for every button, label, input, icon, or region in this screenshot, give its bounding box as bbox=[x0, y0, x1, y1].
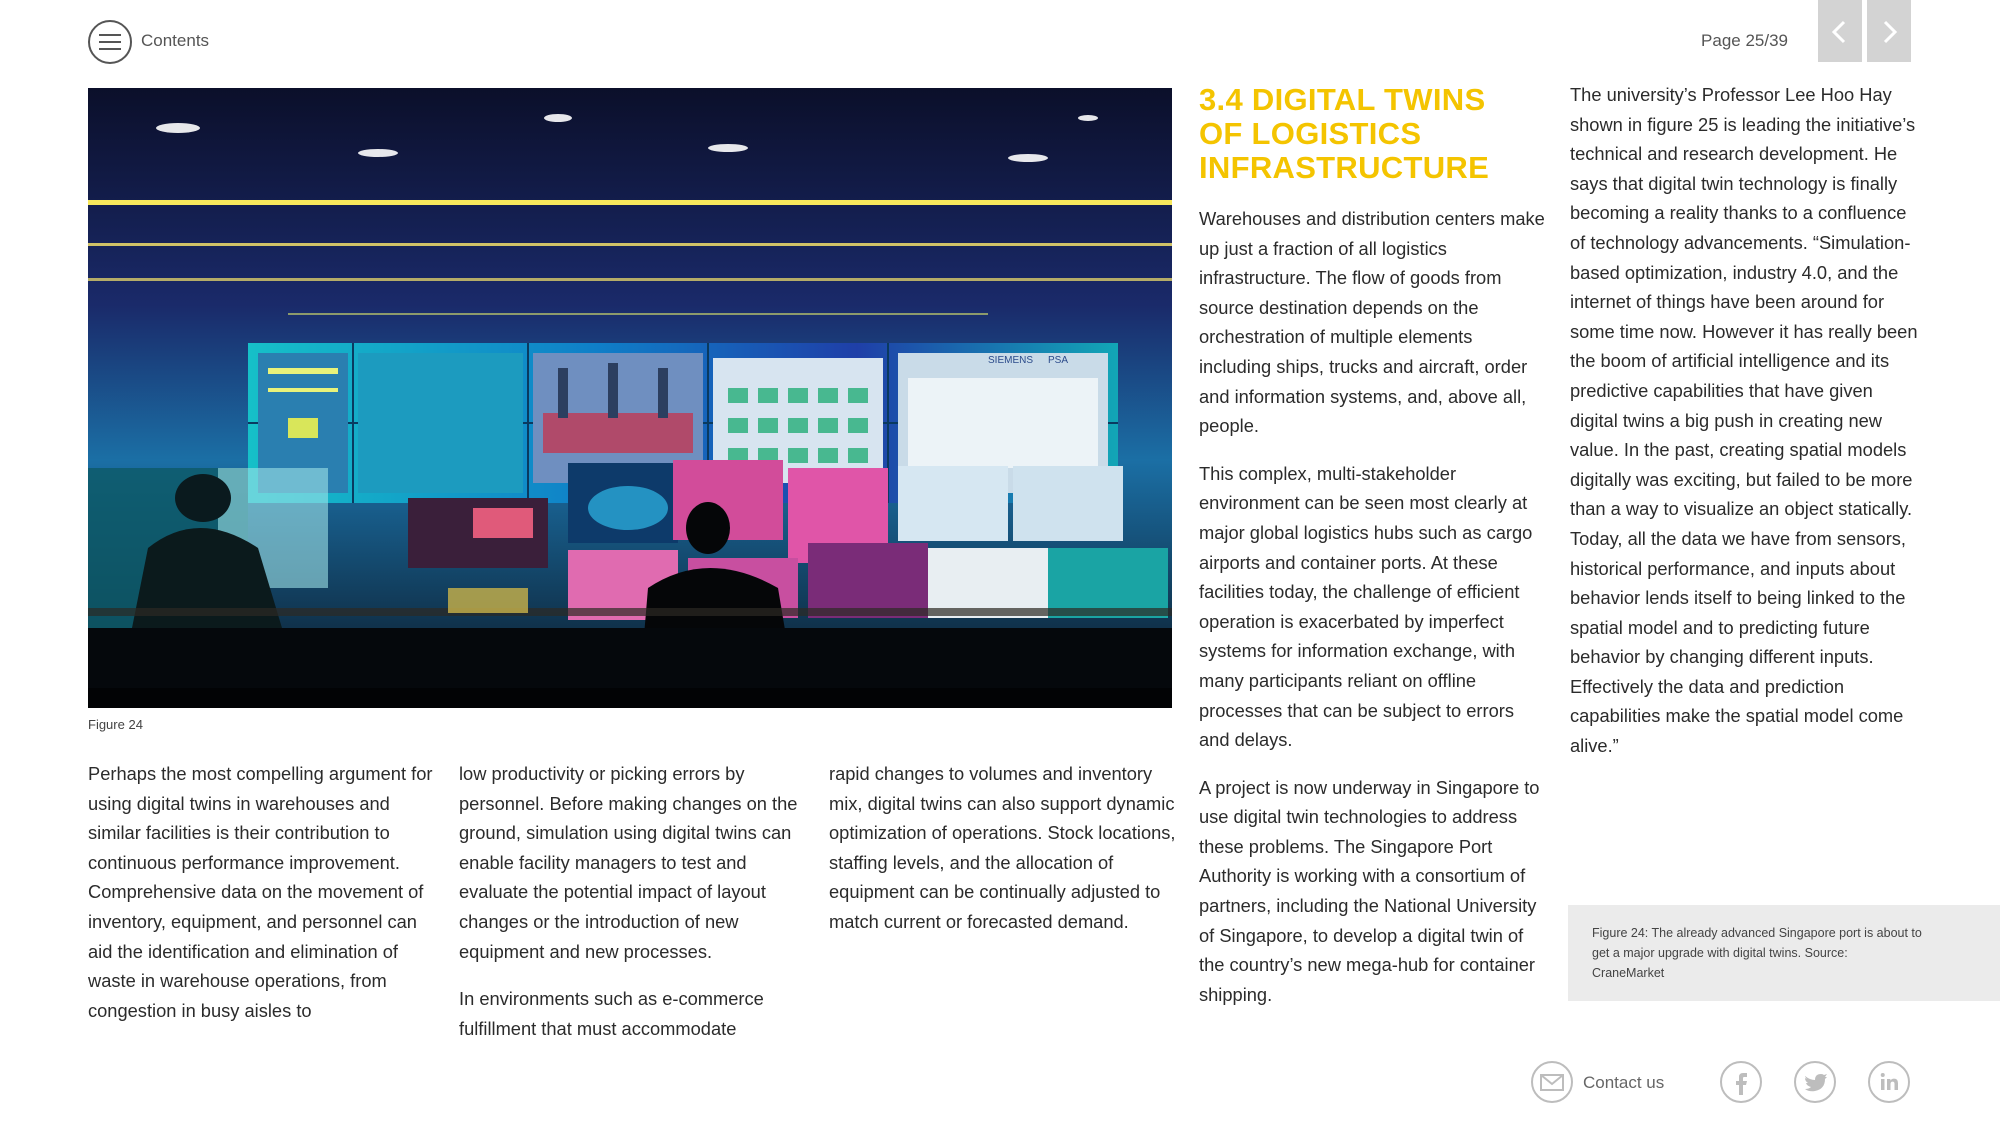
body-paragraph: A project is now underway in Singapore to use digital twin technologies to address these problems. The Singapore Port Authority is working with a consortium of partners, including the National University of Singapore, to develop a digital twin of the country’s new mega-hub for container shipping. bbox=[1199, 776, 1540, 1005]
figure-caption-box bbox=[1568, 905, 2000, 1001]
body-paragraph: low productivity or picking errors by personnel. Before making changes on the ground, simulation using digital twins can enable facility managers to test and evaluate the potential impact of layout changes or the introduction of new equipment and new processes. bbox=[459, 763, 798, 962]
previous-page-button[interactable] bbox=[1818, 0, 1862, 62]
figure-caption: Figure 24: The already advanced Singapore port is about to get a major upgrade with digital twins. Source: CraneMarket bbox=[1592, 926, 1922, 980]
control-room-image bbox=[88, 88, 1172, 708]
body-column-2 bbox=[459, 759, 809, 1061]
body-column-3 bbox=[829, 759, 1179, 955]
body-paragraph: Perhaps the most compelling argument for using digital twins in warehouses and similar facilities is their contribution to continuous performance improvement. Comprehensive data on the movement of inventory, equipment, and personnel can aid the identification and elimination of waste in warehouse operations, from congestion in busy aisles to bbox=[88, 763, 433, 1021]
contents-menu-button[interactable] bbox=[88, 20, 132, 64]
quote-column bbox=[1570, 80, 1920, 779]
linkedin-icon bbox=[1870, 1063, 1908, 1101]
hamburger-menu-icon-bar bbox=[99, 48, 121, 50]
body-paragraph: rapid changes to volumes and inventory mix, digital twins can also support dynamic optimization of operations. Stock locations, staffing levels, and the allocation of equipment can be continually adjusted to match current or forecasted demand. bbox=[829, 763, 1176, 932]
body-paragraph: The university’s Professor Lee Hoo Hay shown in figure 25 is leading the initiative’s technical and research development. He says that digital twin technology is finally becoming a reality thanks to a confluence of technology advancements. “Simulation-based optimization, industry 4.0, and the internet of things have been around for some time now. However it has really been the boom of artificial intelligence and its predictive capabilities that have given digital twins a big push in creating new value. In the past, creating spatial models digitally was exciting, but failed to be more than a way to visualize an object statically. Today, all the data we have from sensors, historical performance, and inputs about behavior lends itself to being linked to the spatial model and to predicting future behavior by changing different inputs. Effectively the data and prediction capabilities make the spatial model come alive.” bbox=[1570, 84, 1918, 757]
contact-us-link[interactable]: Contact us bbox=[1583, 1073, 1665, 1092]
contents-link[interactable]: Contents bbox=[141, 31, 210, 50]
section-heading: 3.4 DIGITAL TWINS OF LOGISTICS INFRASTRUCTURE bbox=[1199, 82, 1490, 185]
facebook-icon bbox=[1722, 1063, 1760, 1101]
figure-label: Figure 24 bbox=[88, 717, 143, 732]
linkedin-share-button[interactable] bbox=[1868, 1061, 1910, 1103]
body-paragraph: Warehouses and distribution centers make up just a fraction of all logistics infrastructure. The flow of goods from source destination depends on the orchestration of multiple elements including ships, trucks and aircraft, order and information systems, and, above all, people. bbox=[1199, 208, 1545, 437]
twitter-icon bbox=[1796, 1063, 1834, 1101]
body-paragraph: This complex, multi-stakeholder environment can be seen most clearly at major global logistics hubs such as cargo airports and container ports. At these facilities today, the challenge of efficient operation is exacerbated by imperfect systems for information exchange, with many participants reliant on offline processes that can be subject to errors and delays. bbox=[1199, 462, 1533, 751]
envelope-icon bbox=[1533, 1063, 1571, 1101]
hamburger-menu-icon bbox=[99, 34, 121, 36]
section-column bbox=[1199, 204, 1549, 1027]
facebook-share-button[interactable] bbox=[1720, 1061, 1762, 1103]
chevron-left-icon bbox=[1828, 20, 1852, 44]
body-paragraph: In environments such as e-commerce fulfillment that must accommodate bbox=[459, 988, 764, 1039]
contact-us-button[interactable] bbox=[1531, 1061, 1573, 1103]
page-indicator: Page 25/39 bbox=[1701, 31, 1788, 50]
chevron-right-icon bbox=[1877, 20, 1901, 44]
hamburger-menu-icon-bar bbox=[99, 41, 121, 43]
twitter-share-button[interactable] bbox=[1794, 1061, 1836, 1103]
screen-brand-text: SIEMENS bbox=[988, 355, 1034, 366]
next-page-button[interactable] bbox=[1867, 0, 1911, 62]
body-column-1 bbox=[88, 759, 438, 1043]
screen-logo-text: PSA bbox=[1048, 355, 1069, 366]
figure-24-photo bbox=[88, 88, 1172, 708]
